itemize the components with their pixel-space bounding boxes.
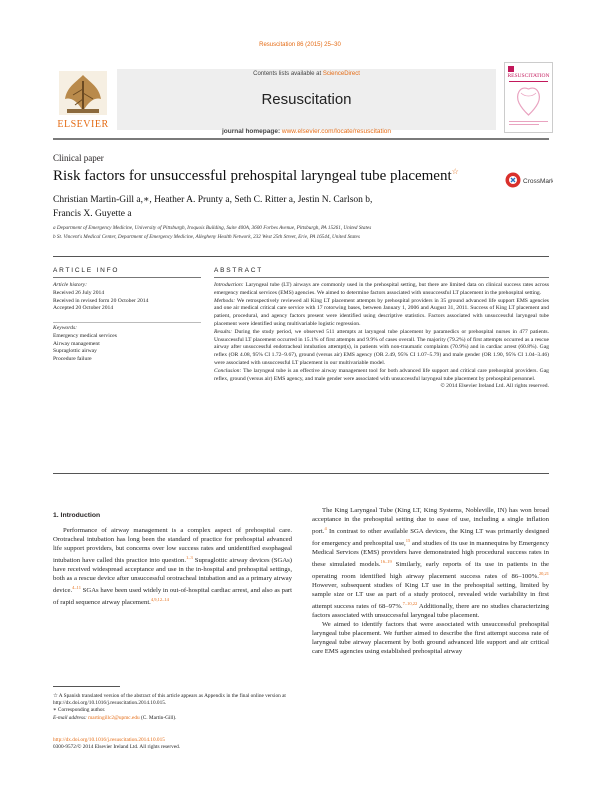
- affiliation-b: b St. Vincent's Medical Center, Department of Emergency Medicine, Allegheny Health Network, 232 West 25th Street, Erie, PA 16544, United States: [53, 234, 360, 240]
- abstract-methods: We retrospectively reviewed all King LT placement attempts by prehospital providers in 35 ground advanced life support EMS agencies and one air medical critical care service with 17 rotorwing bases, between January 1, 2006 and August 31, 2011. Success of King LT placement and patient, procedural, and agency factors present were identified using descriptive statistics. Factors associated with unsuccessful laryngeal tube placement were identified using multivariable logistic regression.: [214, 297, 549, 327]
- footnote-translation[interactable]: ☆ A Spanish translated version of the abstract of this article appears as Appendix in the final online version at http://dx.doi.org/10.1016/j.resuscitation.2014.10.015.: [53, 693, 286, 707]
- title-footnote-mark[interactable]: ☆: [451, 167, 459, 176]
- contents-line: [117, 71, 496, 77]
- header-rule: [53, 138, 549, 140]
- section-heading-introduction: 1. Introduction: [53, 512, 101, 519]
- keyword-item: Airway management: [53, 340, 100, 347]
- abstract-results: During the study period, we observed 511 attempts at laryngeal tube placement by paramedics or prehospital nurses in 477 patients. Unsuccessful LT placement occurred in 15.1% of first attempts and 9.9% of cases overall. The majority (79.2%) of first attempts occurred as a rescue airway after unsuccessful endotracheal intubation attempt(s), in patients with non-traumatic complaints (70.9%) and in cardiac arrest (60.8%). Gag reflex (OR 4.08, 95% CI 1.72–9.67), ground (versus air) EMS agency (OR 2.49, 95% CI 1.07–5.79) and male gender (OR 1.90, 95% CI 1.04–3.46) were associated with unsuccessful LT placement in our multivariable model.: [214, 328, 549, 366]
- history-rule: [53, 322, 201, 323]
- email-suffix: (C. Martin-Gill).: [139, 714, 177, 721]
- citation-link[interactable]: 7–10,22: [402, 601, 418, 607]
- issn-line: 0300-9572/© 2014 Elsevier Ireland Ltd. All rights reserved.: [53, 744, 181, 751]
- email-label: E-mail address:: [53, 714, 87, 721]
- contents-prefix: Contents lists available at: [253, 71, 323, 77]
- email-link[interactable]: martingillc2@upmc.edu: [88, 714, 140, 721]
- text-run: In contrast to other available SGA devices, the King LT was primarily designed for emergency and prehospital use,: [312, 528, 549, 548]
- footnote-corresponding: ∗ Corresponding author.: [53, 707, 106, 714]
- paragraph: [312, 507, 549, 621]
- article-info-heading: ARTICLE INFO: [53, 267, 120, 274]
- citation-link[interactable]: 4,9,12–14: [150, 596, 169, 602]
- text-run: and studies of its use in mannequins by Emergency Medical Services (EMS) providers have demonstrated high procedural success rates in these simulated models.: [312, 540, 550, 569]
- crossmark-badge[interactable]: [505, 171, 553, 194]
- text-run: SGAs have been used widely in out-of-hospital cardiac arrest, and also as part of rapid sequence airway placement.: [53, 586, 292, 607]
- history-label: Article history:: [53, 282, 88, 288]
- text-run: Supraglottic airway devices (SGAs) have received widespread acceptance and use in the in-hospital and prehospital settings, both as a rescue device after unsuccessful orotracheal intubation and as a primary airway device.: [53, 556, 292, 594]
- article-history: [53, 282, 201, 313]
- footnote-email: [53, 715, 292, 722]
- paragraph: We aimed to identify factors that were associated with unsuccessful prehospital laryngeal tube placement. We further aimed to describe the first attempt success rate of laryngeal tube airway placement by both ground advanced life support and air critical care EMS agencies using established prehospital airway: [312, 621, 549, 655]
- abstract-conclusion: The laryngeal tube is an effective airway management tool for both advanced life support and critical care prehospital providers. Gag reflex, ground (versus air) EMS agency, and male gender were associated with unsuccessful laryngeal tube placement by prehospital personnel.: [214, 367, 549, 382]
- article-title-text: Risk factors for unsuccessful prehospital laryngeal tube placement: [53, 168, 452, 184]
- footnotes: [53, 693, 292, 722]
- text-run: However, subsequent studies of King LT use in the prehospital setting, limited by sample size or LT use as part of a study protocol, revealed wide variability in first attempt success rates of 68–97%.: [312, 582, 549, 611]
- citation-link[interactable]: 4–11: [72, 584, 81, 590]
- text-run: Performance of airway management is a complex aspect of prehospital care. Orotracheal intubation has long been the standard of practice for prehospital advanced life support providers, but concerns over low success rates and unidentified esophageal intubation have called this practice into question.: [53, 527, 292, 564]
- crossmark-label: CrossMark: [523, 178, 553, 185]
- citation-link[interactable]: 20,21: [538, 571, 549, 577]
- article-info-rule: [53, 277, 201, 278]
- article-title: [53, 167, 459, 185]
- keyword-item: Procedure failure: [53, 356, 92, 363]
- paragraph: [53, 527, 292, 608]
- abstract-copyright: © 2014 Elsevier Ireland Ltd. All rights reserved.: [440, 383, 549, 390]
- authors-line-2[interactable]: Francis X. Guyette a: [53, 209, 132, 219]
- keywords-block: [53, 325, 201, 364]
- doi-block: [53, 737, 292, 751]
- abstract-body: [214, 282, 549, 391]
- abstract-methods-label: Methods:: [214, 297, 236, 304]
- text-run: The King Laryngeal Tube (King LT, King Systems, Nobleville, IN) has won broad acceptance in the prehospital setting due to ease of use, including a single inflation port.: [312, 507, 549, 536]
- cover-title: RESUSCITATION: [507, 73, 550, 79]
- homepage-link[interactable]: www.elsevier.com/locate/resuscitation: [281, 128, 392, 135]
- keyword-item: Emergency medical services: [53, 332, 117, 339]
- keywords-label: Keywords:: [53, 325, 78, 331]
- authors-line-1[interactable]: Christian Martin-Gill a,∗, Heather A. Prunty a, Seth C. Ritter a, Jestin N. Carlson b,: [53, 195, 373, 205]
- history-revised: Received in revised form 20 October 2014: [53, 297, 149, 304]
- text-run: Similarly, early reports of its use in patients in the operating room identified high airway placement success rates of 86–100%.: [312, 561, 549, 581]
- citation-link[interactable]: 1–3: [186, 554, 193, 560]
- footnote-rule: [53, 686, 120, 687]
- abstract-results-label: Results:: [214, 328, 233, 335]
- abstract-conclusion-label: Conclusion:: [214, 367, 242, 374]
- history-received: Received 26 July 2014: [53, 289, 105, 296]
- body-column-left: [53, 527, 292, 608]
- body-column-right: [312, 507, 549, 657]
- history-accepted: Accepted 20 October 2014: [53, 305, 114, 312]
- article-type: Clinical paper: [53, 153, 104, 163]
- citation-link[interactable]: 15: [405, 537, 411, 543]
- elsevier-logo: [53, 69, 113, 131]
- citation-link[interactable]: 4: [324, 525, 327, 531]
- journal-cover-thumbnail[interactable]: [504, 62, 553, 133]
- abstract-rule: [214, 277, 549, 278]
- title-rule: [53, 256, 549, 257]
- abstract-bottom-rule: [53, 473, 549, 474]
- affiliations: [53, 224, 543, 242]
- doi-link[interactable]: http://dx.doi.org/10.1016/j.resuscitation.2014.10.015: [53, 737, 165, 743]
- journal-reference[interactable]: Resuscitation 86 (2015) 25–30: [259, 42, 341, 48]
- journal-name[interactable]: Resuscitation: [261, 91, 352, 108]
- author-list: [53, 193, 493, 221]
- homepage-line: [117, 128, 496, 135]
- keyword-item: Supraglottic airway: [53, 348, 97, 355]
- abstract-heading: ABSTRACT: [214, 267, 264, 274]
- affiliation-a: a Department of Emergency Medicine, University of Pittsburgh, Iroquois Building, Suite 400A, 3600 Forbes Avenue, Pittsburgh, PA 15261, United States: [53, 225, 372, 231]
- abstract-intro: Laryngeal tube (LT) airways are commonly used in the prehospital setting, but there are limited data on clinical success rates across emergency medical services (EMS) agencies. We aimed to determine factors associated with unsuccessful LT placement in the prehospital setting.: [214, 282, 549, 296]
- publisher-label: ELSEVIER: [57, 119, 109, 130]
- sciencedirect-link[interactable]: ScienceDirect: [322, 71, 360, 77]
- homepage-prefix: journal homepage:: [221, 128, 282, 135]
- citation-link[interactable]: 16–19: [380, 559, 392, 564]
- abstract-intro-label: Introduction:: [214, 282, 244, 288]
- text-run: Additionally, there are no studies characterizing factors associated with unsuccessful laryngeal tube placement.: [312, 603, 549, 620]
